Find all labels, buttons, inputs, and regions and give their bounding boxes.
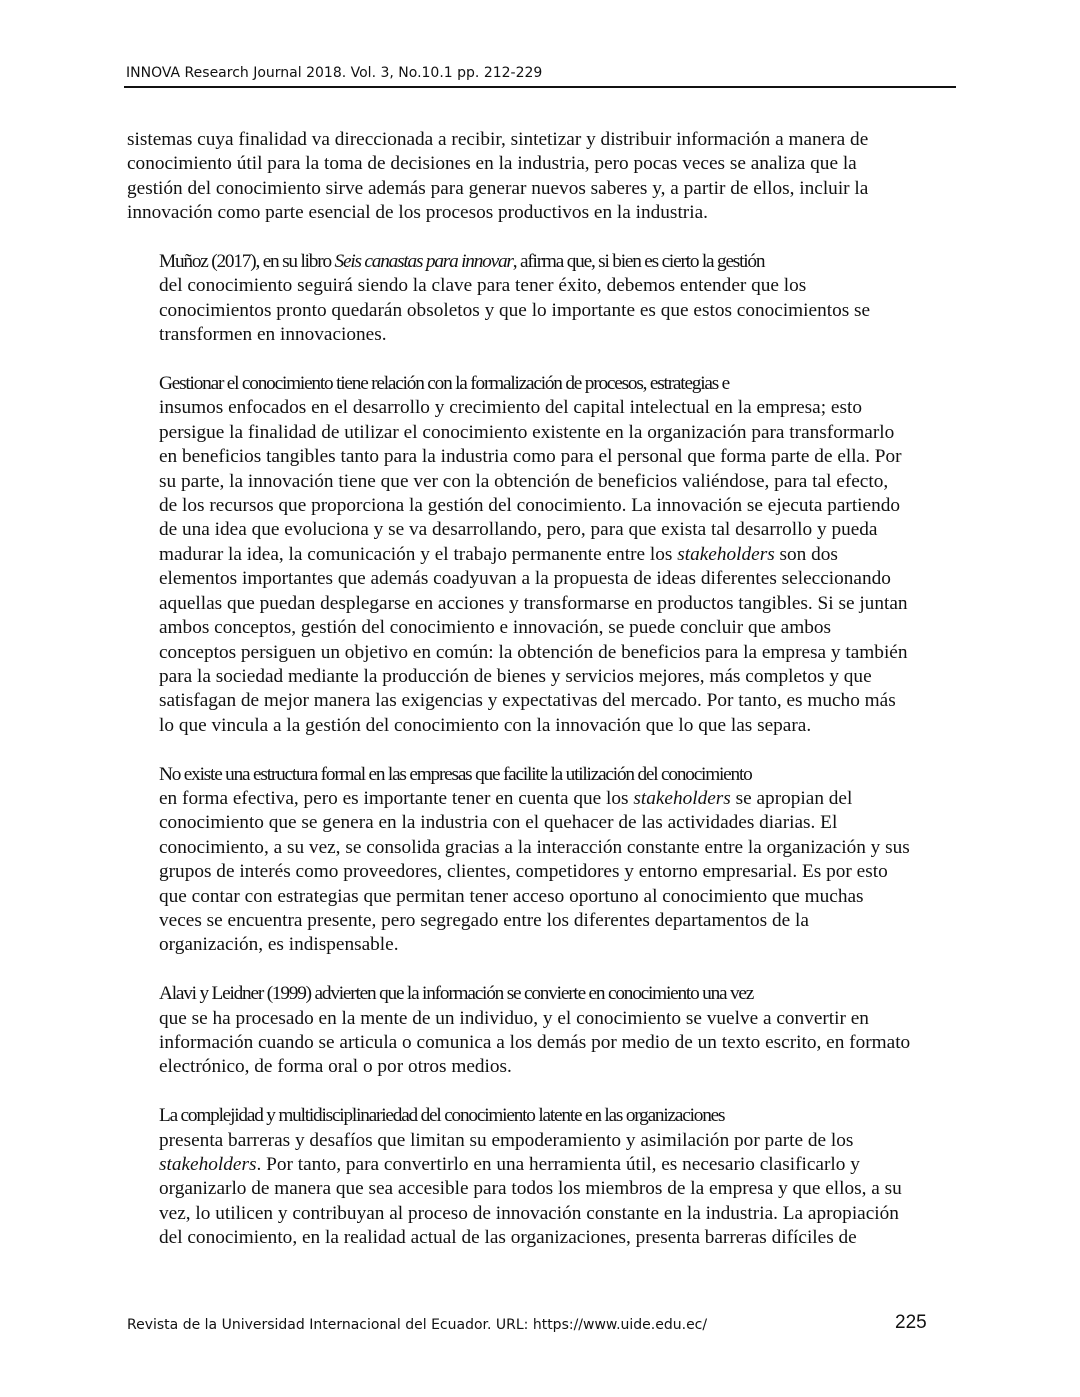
text-run: veces se encuentra presente, pero segregado entre los diferentes departamentos de la: [159, 909, 809, 931]
text-line: [127, 518, 957, 542]
text-run: que se ha procesado en la mente de un individuo, y el conocimiento se vuelve a convertir en: [159, 1007, 869, 1029]
italic-text: stakeholders: [159, 1153, 257, 1175]
text-line: [127, 763, 957, 787]
text-line: [127, 372, 957, 396]
text-run: organización, es indispensable.: [159, 934, 399, 956]
text-run: del conocimiento seguirá siendo la clave para tener éxito, debemos entender que los: [159, 275, 807, 297]
text-line: [127, 445, 957, 469]
text-run: gestión del conocimiento sirve además para generar nuevos saberes y, a partir de ellos, incluir la: [127, 177, 869, 199]
text-run: del conocimiento, en la realidad actual de las organizaciones, presenta barreras difíciles de: [159, 1227, 857, 1249]
text-run: satisfagan de mejor manera las exigencias y expectativas del mercado. Por tanto, es mucho más: [159, 690, 896, 712]
text-line: [127, 933, 957, 957]
text-line: [127, 470, 957, 494]
text-run: en beneficios tangibles tanto para la industria como para el personal que forma parte de ella. Por: [159, 446, 902, 468]
text-line: [127, 811, 957, 835]
paragraph: [127, 982, 957, 1080]
text-line: [127, 567, 957, 591]
text-run: su parte, la innovación tiene que ver con la obtención de beneficios valiéndose, para tal efecto,: [159, 470, 889, 492]
text-line: [127, 1007, 957, 1031]
text-line: [127, 1226, 957, 1250]
text-line: [127, 616, 957, 640]
text-run: No existe una estructura formal en las empresas que facilite la utilización del conocimiento: [159, 763, 752, 785]
text-line: [127, 323, 957, 347]
paragraph: [127, 763, 957, 958]
text-run: conocimiento que se genera en la industria con el quehacer de las actividades diarias. El: [159, 812, 838, 834]
text-line: [127, 885, 957, 909]
text-run: conceptos persiguen un objetivo en común: la obtención de beneficios para la empresa y también: [159, 641, 908, 663]
text-line: [127, 787, 957, 811]
text-run: de una idea que evoluciona y se va desarrollando, pero, para que exista tal desarrollo y pueda: [159, 519, 878, 541]
text-run: organizarlo de manera que sea accesible para todos los miembros de la empresa y que ellos, a su: [159, 1178, 902, 1200]
text-run: que contar con estrategias que permitan tener acceso oportuno al conocimiento que muchas: [159, 885, 864, 907]
text-line: [127, 1055, 957, 1079]
text-run: Alavi y Leidner (1999) advierten que la información se convierte en conocimiento una vez: [159, 983, 754, 1005]
text-run: sistemas cuya finalidad va direccionada a recibir, sintetizar y distribuir información a manera de: [127, 129, 869, 150]
text-line: [127, 177, 957, 201]
header-divider: [124, 86, 956, 88]
italic-text: stakeholders: [677, 543, 775, 565]
text-run: . Por tanto, para convertirlo en una herramienta útil, es necesario clasificarlo y: [256, 1153, 860, 1175]
text-run: insumos enfocados en el desarrollo y crecimiento del capital intelectual en la empresa; esto: [159, 397, 862, 419]
text-run: elementos importantes que además coadyuvan a la propuesta de ideas diferentes seleccionando: [159, 568, 891, 590]
text-line: [127, 1031, 957, 1055]
text-run: persigue la finalidad de utilizar el conocimiento existente en la organización para transformarlo: [159, 421, 895, 443]
text-run: vez, lo utilicen y contribuyan al proceso de innovación constante en la industria. La apropiación: [159, 1202, 899, 1224]
text-run: para la sociedad mediante la producción de bienes y servicios mejores, más completos y que: [159, 665, 872, 687]
text-run: conocimiento útil para la toma de decisiones en la industria, pero pocas veces se analiza que la: [127, 153, 857, 175]
text-run: se apropian del: [730, 787, 853, 809]
page-number: 225: [895, 1312, 927, 1333]
text-run: son dos: [774, 543, 838, 565]
text-line: [127, 909, 957, 933]
text-run: lo que vincula a la gestión del conocimiento con la innovación que lo que las separa.: [159, 714, 812, 736]
text-line: [127, 592, 957, 616]
text-line: [127, 836, 957, 860]
text-line: [127, 494, 957, 518]
text-run: La complejidad y multidisciplinariedad del conocimiento latente en las organizaciones: [159, 1105, 725, 1127]
text-line: [127, 250, 957, 274]
text-run: madurar la idea, la comunicación y el trabajo permanente entre los: [159, 543, 678, 565]
text-run: conocimientos pronto quedarán obsoletos y que lo importante es que estos conocimientos se: [159, 299, 871, 321]
text-run: transformen en innovaciones.: [159, 324, 387, 346]
text-line: [127, 714, 957, 738]
text-line: [127, 201, 957, 225]
text-line: [127, 1129, 957, 1153]
text-line: [127, 982, 957, 1006]
text-line: [127, 421, 957, 445]
text-run: Muñoz (2017), en su libro: [159, 251, 335, 273]
text-run: presenta barreras y desafíos que limitan su empoderamiento y asimilación por parte de los: [159, 1129, 854, 1151]
text-line: [127, 152, 957, 176]
text-line: [127, 128, 957, 152]
text-line: [127, 1202, 957, 1226]
running-header: INNOVA Research Journal 2018. Vol. 3, No.10.1 pp. 212-229: [126, 65, 543, 81]
text-line: [127, 396, 957, 420]
text-run: Gestionar el conocimiento tiene relación con la formalización de procesos, estrategias e: [159, 373, 730, 395]
text-line: [127, 689, 957, 713]
page-footer: Revista de la Universidad Internacional del Ecuador. URL: https://www.uide.edu.ec/: [127, 1317, 708, 1333]
text-line: [127, 543, 957, 567]
italic-text: stakeholders: [633, 787, 731, 809]
text-line: [127, 641, 957, 665]
text-run: grupos de interés como proveedores, clientes, competidores y entorno empresarial. Es por esto: [159, 861, 888, 883]
text-line: [127, 1104, 957, 1128]
paragraph: [127, 128, 957, 226]
text-line: [127, 665, 957, 689]
text-run: aquellas que puedan desplegarse en acciones y transformarse en productos tangibles. Si se juntan: [159, 592, 908, 614]
text-line: [127, 299, 957, 323]
article-body: [127, 128, 957, 1275]
text-line: [127, 860, 957, 884]
text-run: información cuando se articula o comunica a los demás por medio de un texto escrito, en formato: [159, 1031, 911, 1053]
text-line: [127, 274, 957, 298]
text-run: , afirma que, si bien es cierto la gestión: [512, 251, 765, 273]
text-run: conocimiento, a su vez, se consolida gracias a la interacción constante entre la organización y sus: [159, 836, 910, 858]
text-run: en forma efectiva, pero es importante tener en cuenta que los: [159, 787, 634, 809]
text-line: [127, 1153, 957, 1177]
paragraph: [127, 250, 957, 348]
text-run: innovación como parte esencial de los procesos productivos en la industria.: [127, 202, 708, 224]
text-line: [127, 1177, 957, 1201]
paragraph: [127, 372, 957, 738]
italic-text: Seis canastas para innovar: [334, 251, 513, 273]
text-run: ambos conceptos, gestión del conocimiento e innovación, se puede concluir que ambos: [159, 617, 831, 639]
text-run: electrónico, de forma oral o por otros medios.: [159, 1056, 512, 1078]
paragraph: [127, 1104, 957, 1250]
text-run: de los recursos que proporciona la gestión del conocimiento. La innovación se ejecuta partiendo: [159, 495, 901, 517]
